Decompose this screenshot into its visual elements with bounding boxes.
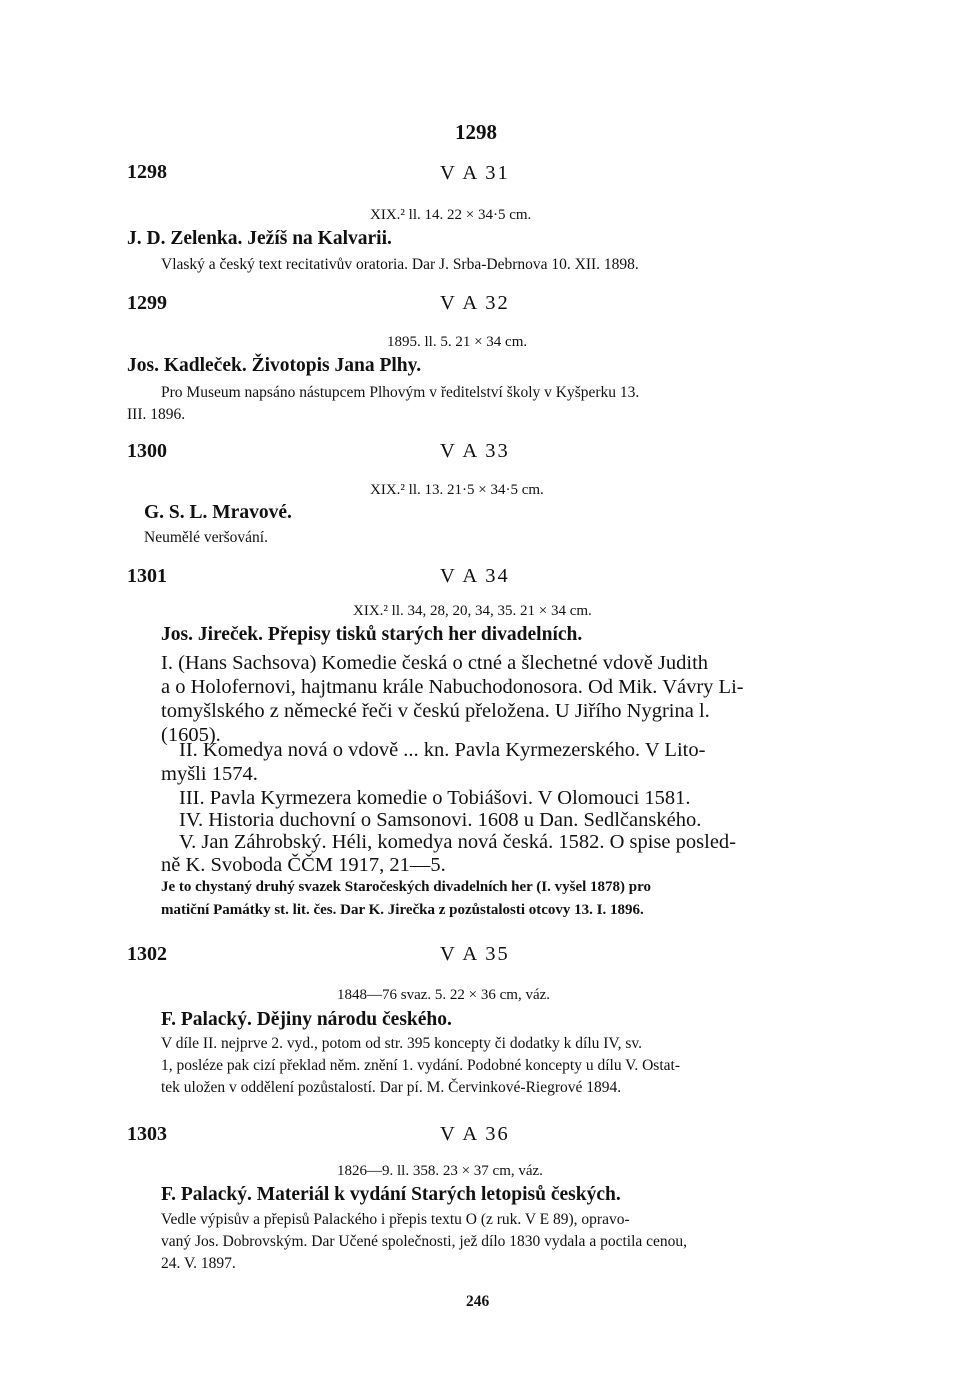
entry-dimensions: XIX.² ll. 13. 21·5 × 34·5 cm. bbox=[370, 482, 544, 498]
body-line: IV. Historia duchovní o Samsonovi. 1608 u Dan. Sedlčanského. bbox=[179, 809, 702, 831]
entry-title: F. Palacký. Dějiny národu českého. bbox=[161, 1009, 452, 1030]
body-line: tomyšlského z německé řeči v českú přeložena. U Jiřího Nygrina l. bbox=[161, 700, 710, 722]
shelf-signature: V A 33 bbox=[440, 440, 510, 462]
entry-note: Je to chystaný druhý svazek Staročeských divadelních her (I. vyšel 1878) pro bbox=[161, 879, 652, 895]
page-number: 246 bbox=[466, 1293, 490, 1310]
shelf-signature: V A 31 bbox=[440, 162, 510, 184]
entry-title: Jos. Jireček. Přepisy tisků starých her divadelních. bbox=[161, 624, 583, 645]
body-line: II. Komedya nová o vdově ... kn. Pavla Kyrmezerského. V Lito- bbox=[179, 739, 706, 761]
entry-title: Jos. Kadleček. Životopis Jana Plhy. bbox=[127, 355, 422, 376]
body-line: III. Pavla Kyrmezera komedie o Tobiášovi. V Olomouci 1581. bbox=[179, 787, 691, 809]
entry-note: matiční Památky st. lit. čes. Dar K. Jirečka z pozůstalosti otcovy 13. I. 1896. bbox=[161, 902, 644, 918]
entry-note: Vlaský a český text recitativův oratoria. Dar J. Srba-Debrnova 10. XII. 1898. bbox=[161, 256, 639, 273]
entry-note: tek uložen v oddělení pozůstalostí. Dar pí. M. Červinkové-Riegrové 1894. bbox=[161, 1079, 622, 1096]
entry-number: 1301 bbox=[127, 565, 167, 587]
entry-dimensions: 1848—76 svaz. 5. 22 × 36 cm, váz. bbox=[337, 987, 551, 1003]
body-line: a o Holofernovi, hajtmanu krále Nabuchodonosora. Od Mik. Vávry Li- bbox=[161, 676, 744, 698]
entry-number: 1300 bbox=[127, 440, 167, 462]
entry-number: 1298 bbox=[127, 161, 167, 183]
entry-number: 1299 bbox=[127, 292, 167, 314]
entry-note: 1, posléze pak cizí překlad něm. znění 1. vydání. Podobné koncepty u dílu V. Ostat- bbox=[161, 1057, 680, 1074]
body-line: V. Jan Záhrobský. Héli, komedya nová česká. 1582. O spise posled- bbox=[179, 831, 737, 853]
entry-title: J. D. Zelenka. Ježíš na Kalvarii. bbox=[127, 228, 392, 249]
body-line: myšli 1574. bbox=[161, 763, 258, 785]
entry-title: G. S. L. Mravové. bbox=[144, 502, 292, 523]
entry-note: vaný Jos. Dobrovským. Dar Učené společnosti, jež dílo 1830 vydala a poctila cenou, bbox=[161, 1233, 688, 1250]
shelf-signature: V A 32 bbox=[440, 292, 510, 314]
running-head: 1298 bbox=[455, 120, 497, 144]
body-line: (1605). bbox=[161, 724, 221, 746]
entry-note: III. 1896. bbox=[127, 406, 186, 423]
entry-dimensions: XIX.² ll. 14. 22 × 34·5 cm. bbox=[370, 207, 532, 223]
entry-note: Neumělé veršování. bbox=[144, 529, 268, 546]
entry-title: F. Palacký. Materiál k vydání Starých letopisů českých. bbox=[161, 1184, 621, 1205]
entry-note: 24. V. 1897. bbox=[161, 1255, 236, 1272]
body-line: I. (Hans Sachsova) Komedie česká o ctné a šlechetné vdově Judith bbox=[161, 652, 709, 674]
body-line: ně K. Svoboda ČČM 1917, 21—5. bbox=[161, 854, 446, 876]
entry-note: Pro Museum napsáno nástupcem Plhovým v ředitelství školy v Kyšperku 13. bbox=[161, 384, 640, 401]
entry-note: Vedle výpisův a přepisů Palackého i přepis textu O (z ruk. V E 89), opravo- bbox=[161, 1211, 630, 1228]
shelf-signature: V A 34 bbox=[440, 565, 510, 587]
entry-dimensions: 1826—9. ll. 358. 23 × 37 cm, váz. bbox=[337, 1163, 543, 1179]
entry-dimensions: XIX.² ll. 34, 28, 20, 34, 35. 21 × 34 cm. bbox=[353, 603, 592, 619]
entry-number: 1303 bbox=[127, 1123, 167, 1145]
shelf-signature: V A 35 bbox=[440, 943, 510, 965]
shelf-signature: V A 36 bbox=[440, 1123, 510, 1145]
entry-dimensions: 1895. ll. 5. 21 × 34 cm. bbox=[387, 334, 528, 350]
entry-note: V díle II. nejprve 2. vyd., potom od str. 395 koncepty či dodatky k dílu IV, sv. bbox=[161, 1035, 643, 1052]
entry-number: 1302 bbox=[127, 943, 167, 965]
